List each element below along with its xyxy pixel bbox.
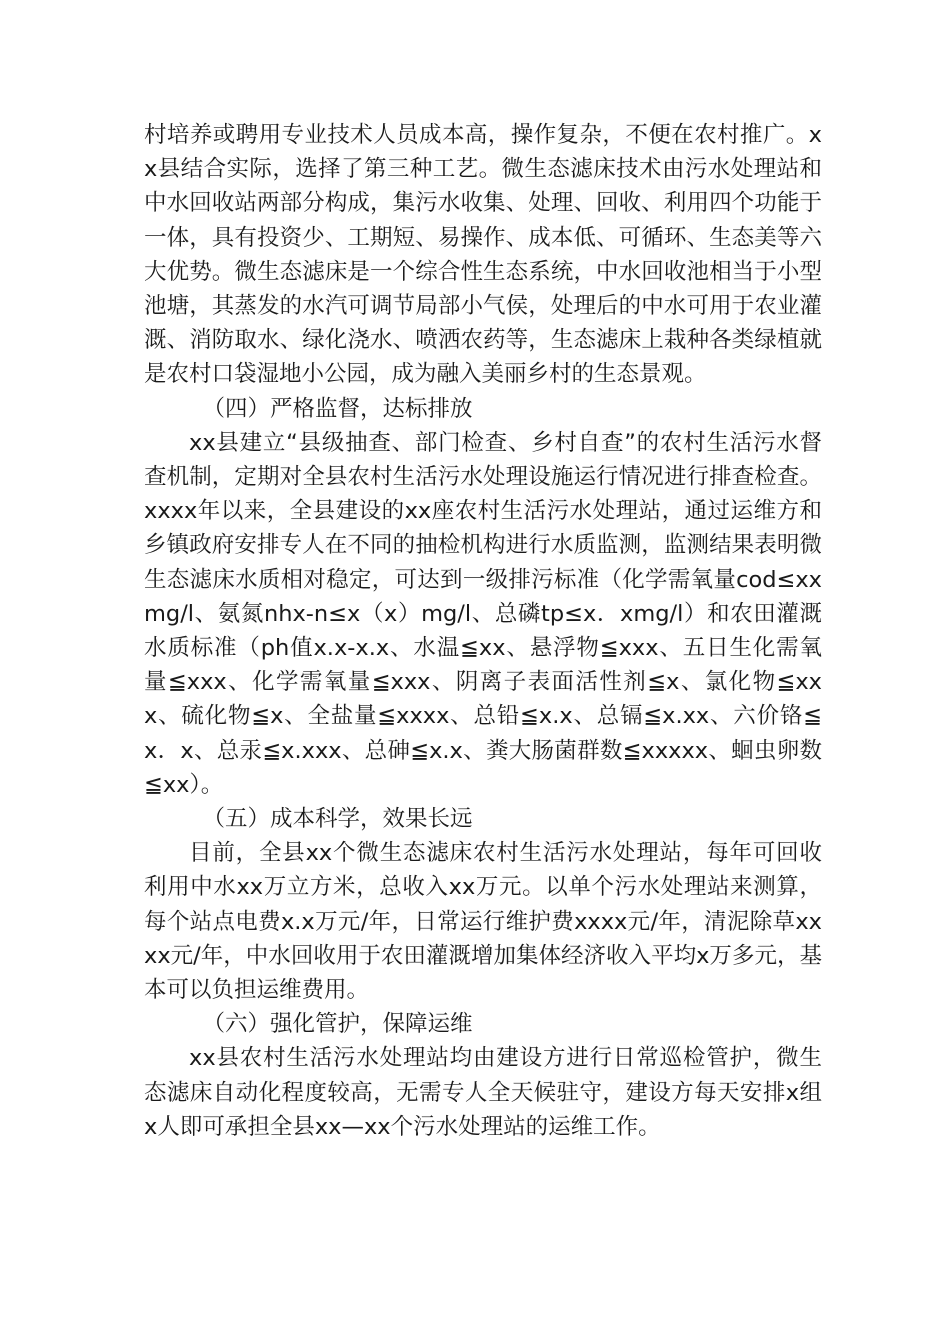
paragraph-supervision: xx县建立“县级抽查、部门检查、乡村自查”的农村生活污水督查机制，定期对全县农村生活污水处理设施运行情况进行排查检查。xxxx年以来，全县建设的xx座农村生活污水处理站，通过运维方和乡镇政府安排专人在不同的抽检机构进行水质监测，监测结果表明微生态滤床水质相对稳定，可达到一级排污标准（化学需氧量cod≤xxmg/l、氨氮nhx-n≤x（x）mg/l、总磷tp≤x．xmg/l）和农田灌溉水质标准（ph值x.x-x.x、水温≦xx、悬浮物≦xxx、五日生化需氧量≦xxx、化学需氧量≦xxx、阴离子表面活性剂≦x、氯化物≦xxx、硫化物≦x、全盐量≦xxxx、总铅≦x.x、总镉≦x.xx、六价铬≦x．x、总汞≦x.xxx、总砷≦x.x、粪大肠菌群数≦xxxxx、蛔虫卵数≦xx）。 <box>144 429 822 798</box>
paragraph-cost: 目前，全县xx个微生态滤床农村生活污水处理站，每年可回收利用中水xx万立方米，总收入xx万元。以单个污水处理站来测算，每个站点电费x.x万元/年，日常运行维护费xxxx元/年，清泥除草xxxx元/年，中水回收用于农田灌溉增加集体经济收入平均x万多元，基本可以负担运维费用。 <box>144 840 822 1004</box>
document-body <box>144 118 822 1144</box>
section-heading-5: （五）成本科学，效果长远 <box>202 806 473 833</box>
section-heading-4: （四）严格监督，达标排放 <box>202 395 473 422</box>
paragraph-maintenance: xx县农村生活污水处理站均由建设方进行日常巡检管护，微生态滤床自动化程度较高，无需专人全天候驻守，建设方每天安排x组x人即可承担全县xx—xx个污水处理站的运维工作。 <box>144 1045 822 1140</box>
section-heading-6: （六）强化管护，保障运维 <box>202 1011 473 1038</box>
paragraph-continued: 村培养或聘用专业技术人员成本高，操作复杂，不便在农村推广。xx县结合实际，选择了第三种工艺。微生态滤床技术由污水处理站和中水回收站两部分构成，集污水收集、处理、回收、利用四个功能于一体，具有投资少、工期短、易操作、成本低、可循环、生态美等六大优势。微生态滤床是一个综合性生态系统，中水回收池相当于小型池塘，其蒸发的水汽可调节局部小气侯，处理后的中水可用于农业灌溉、消防取水、绿化浇水、喷洒农药等，生态滤床上栽种各类绿植就是农村口袋湿地小公园，成为融入美丽乡村的生态景观。 <box>144 122 822 388</box>
